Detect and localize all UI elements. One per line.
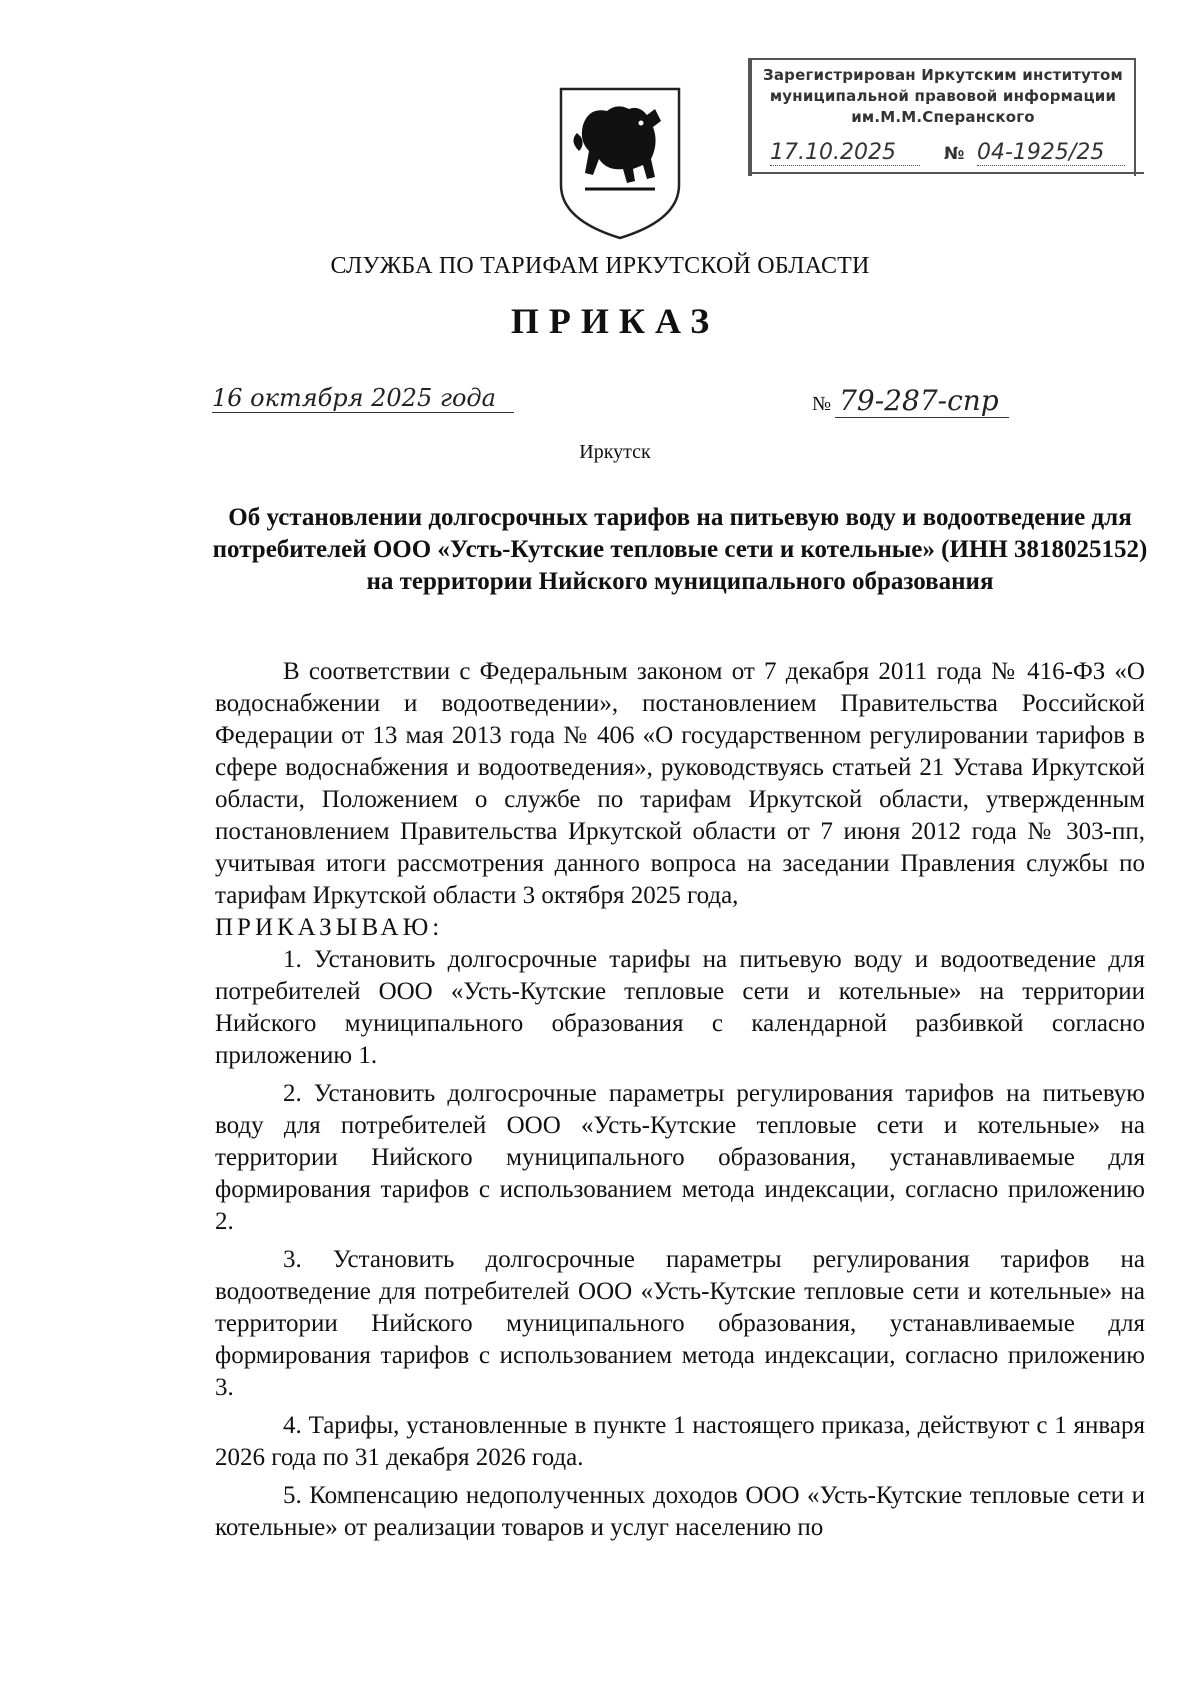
stamp-line-3: им.М.М.Сперанского [851, 108, 1035, 126]
order-number-label: № [812, 393, 832, 415]
preamble-paragraph: В соответствии с Федеральным законом от 7 декабря 2011 года № 416-ФЗ «О водоснабжении и водоотведении», постановлением Правительства Российской Федерации от 13 мая 2013 года № 406 «О государственном регулировании тарифов в сфере водоснабжения и водоотведения», руководствуясь статьей 21 Устава Иркутской области, Положением о службе по тарифам Иркутской области, утвержденным постановлением Правительства Иркутской области от 7 июня 2012 года № 303-пп, учитывая итоги рассмотрения данного вопроса на заседании Правления службы по тарифам Иркутской области 3 октября 2025 года, [215, 658, 1145, 909]
stamp-date: 17.10.2025 [770, 140, 920, 166]
agency-name: СЛУЖБА ПО ТАРИФАМ ИРКУТСКОЙ ОБЛАСТИ [330, 253, 870, 279]
document-body [215, 656, 1145, 1550]
document-type: ПРИКАЗ [510, 301, 720, 341]
registration-stamp [748, 58, 1136, 176]
handwritten-date: 16 октября 2025 года [212, 384, 514, 413]
stamp-number-label: № [944, 144, 965, 164]
stamp-line-1: Зарегистрирован Иркутским институтом [762, 66, 1124, 84]
stamp-number: 04-1925/25 [977, 140, 1125, 166]
document-title: Об установлении долгосрочных тарифов на питьевую воду и водоотведение для потребителей ООО «Усть-Кутские тепловые сети и котельные» (ИНН 3818025152) на территории Нийского муниципального образования [212, 504, 1148, 595]
order-word: ПРИКАЗЫВАЮ: [215, 914, 444, 941]
order-item-3: 3. Установить долгосрочные параметры регулирования тарифов на водоотведение для потребителей ООО «Усть-Кутские тепловые сети и котельные» на территории Нийского муниципального образования, устанавливаемые для формирования тарифов с использованием метода индексации, согласно приложению 3. [215, 1246, 1145, 1401]
city: Иркутск [579, 441, 651, 463]
order-item-4: 4. Тарифы, установленные в пункте 1 настоящего приказа, действуют с 1 января 2026 года по 31 декабря 2026 года. [215, 1412, 1145, 1471]
order-item-5: 5. Компенсацию недополученных доходов ООО «Усть-Кутские тепловые сети и котельные» от реализации товаров и услуг населению по [215, 1482, 1145, 1541]
stamp-line-2: муниципальной правовой информации [769, 87, 1117, 105]
handwritten-order-number: 79-287-спр [835, 384, 1009, 418]
order-item-1: 1. Установить долгосрочные тарифы на питьевую воду и водоотведение для потребителей ООО «Усть-Кутские тепловые сети и котельные» на территории Нийского муниципального образования с календарной разбивкой согласно приложению 1. [215, 946, 1145, 1069]
stamp-bottom-rule [752, 172, 1144, 174]
order-item-2: 2. Установить долгосрочные параметры регулирования тарифов на питьевую воду для потребителей ООО «Усть-Кутские тепловые сети и котельные» на территории Нийского муниципального образования, устанавливаемые для формирования тарифов с использованием метода индексации, согласно приложению 2. [215, 1080, 1145, 1235]
irkutsk-coat-of-arms-icon [555, 85, 685, 240]
order-number-line [812, 384, 1009, 417]
